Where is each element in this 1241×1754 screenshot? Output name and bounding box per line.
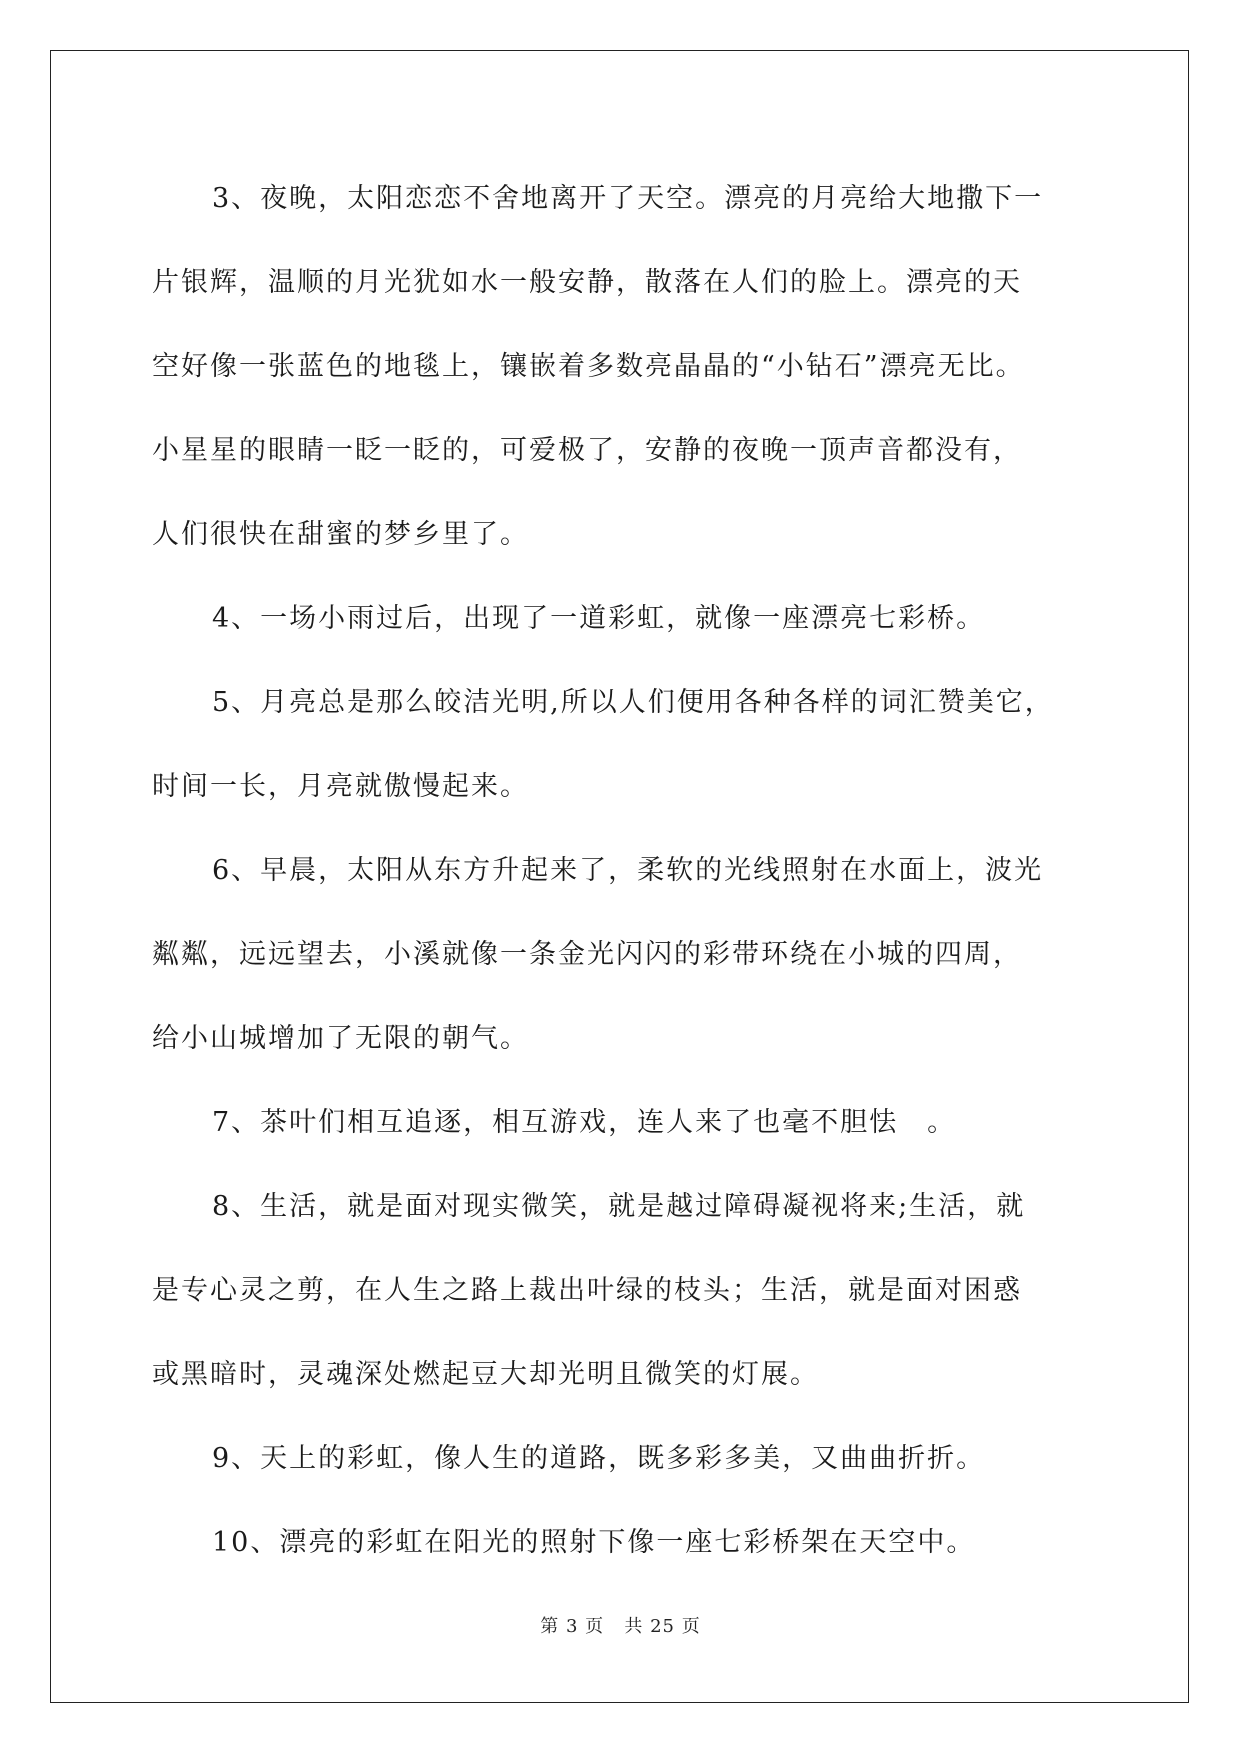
paragraph-5 [152, 661, 1087, 829]
text-line: 3、夜晚，太阳恋恋不舍地离开了天空。漂亮的月亮给大地撒下一 [212, 183, 1044, 214]
text-line: 5、月亮总是那么皎洁光明,所以人们便用各种各样的词汇赞美它， [212, 687, 1054, 718]
paragraph-8 [152, 1165, 1087, 1417]
text-line: 粼粼，远远望去，小溪就像一条金光闪闪的彩带环绕在小城的四周， [152, 939, 1022, 970]
text-line: 片银辉，温顺的月光犹如水一般安静，散落在人们的脸上。漂亮的天 [152, 267, 1022, 298]
text-line: 10、漂亮的彩虹在阳光的照射下像一座七彩桥架在天空中。 [212, 1527, 976, 1558]
text-line: 6、早晨，太阳从东方升起来了，柔软的光线照射在水面上，波光 [212, 855, 1044, 886]
paragraph-3 [152, 157, 1087, 577]
text-line: 人们很快在甜蜜的梦乡里了。 [152, 519, 529, 550]
text-line: 8、生活，就是面对现实微笑，就是越过障碍凝视将来;生活，就 [212, 1191, 1026, 1222]
text-line: 9、天上的彩虹，像人生的道路，既多彩多美，又曲曲折折。 [212, 1443, 986, 1474]
paragraph-6 [152, 829, 1087, 1081]
text-line: 或黑暗时，灵魂深处燃起豆大却光明且微笑的灯展。 [152, 1359, 819, 1390]
text-line: 空好像一张蓝色的地毯上，镶嵌着多数亮晶晶的“小钻石”漂亮无比。 [152, 351, 1025, 382]
text-line: 时间一长，月亮就傲慢起来。 [152, 771, 529, 802]
text-line: 4、一场小雨过后，出现了一道彩虹，就像一座漂亮七彩桥。 [212, 603, 986, 634]
page-number: 第 3 页 [540, 1616, 605, 1637]
paragraph-7 [152, 1081, 1087, 1165]
paragraph-9 [152, 1417, 1087, 1501]
document-body [152, 157, 1087, 1585]
page-footer [0, 1612, 1241, 1638]
page-total: 共 25 页 [624, 1616, 701, 1637]
paragraph-10 [152, 1501, 1087, 1585]
text-line: 小星星的眼睛一眨一眨的，可爱极了，安静的夜晚一顶声音都没有， [152, 435, 1022, 466]
text-line: 7、茶叶们相互追逐，相互游戏，连人来了也毫不胆怯 。 [212, 1107, 957, 1138]
paragraph-4 [152, 577, 1087, 661]
text-line: 是专心灵之剪，在人生之路上裁出叶绿的枝头；生活，就是面对困惑 [152, 1275, 1022, 1306]
text-line: 给小山城增加了无限的朝气。 [152, 1023, 529, 1054]
